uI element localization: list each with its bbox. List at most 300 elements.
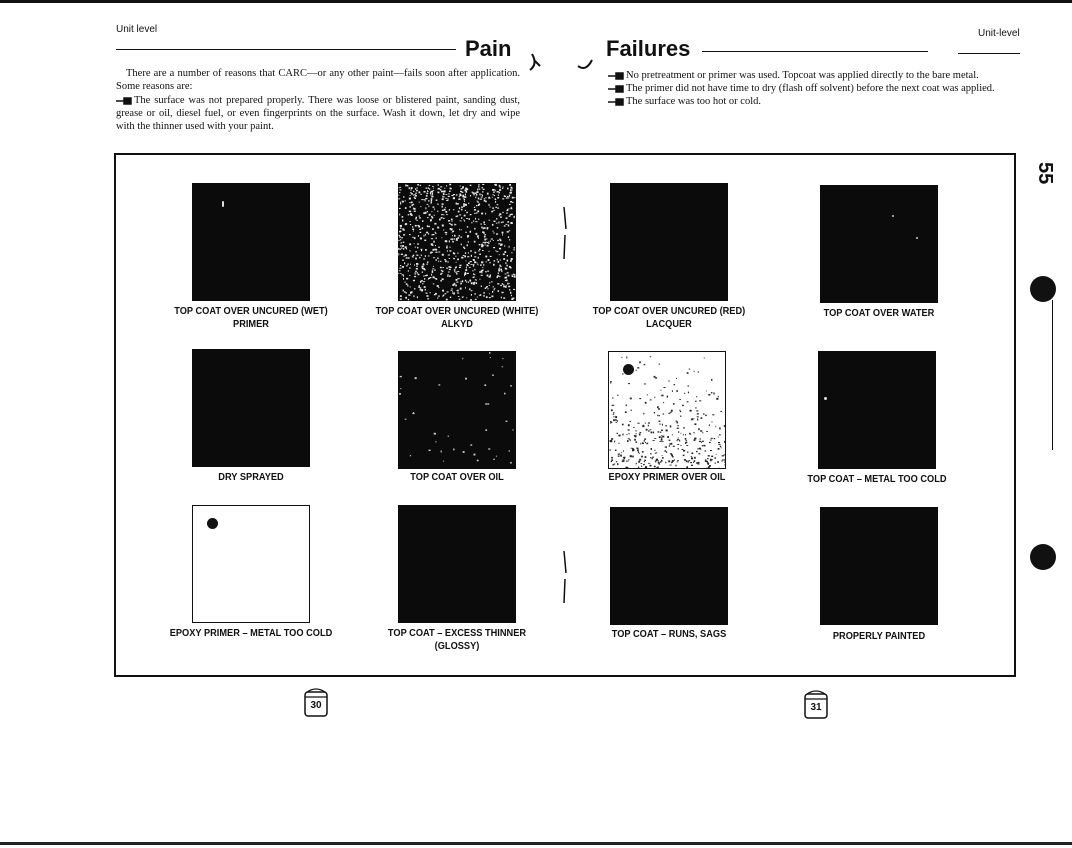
speckle (419, 191, 421, 193)
speckle (508, 197, 509, 198)
speckle (611, 409, 613, 411)
speckle (648, 422, 650, 423)
speckle (489, 293, 490, 294)
speckle (473, 259, 475, 260)
speckle (502, 212, 504, 213)
speckle (445, 240, 447, 242)
speckle (641, 466, 642, 467)
speckle (477, 189, 478, 191)
speckle (680, 416, 681, 417)
speckle (400, 187, 401, 188)
speckle (457, 290, 459, 292)
speckle (658, 408, 660, 409)
speckle (412, 256, 413, 257)
speckle (452, 221, 453, 222)
speckle (482, 250, 484, 251)
speckle (504, 225, 506, 226)
speckle (440, 261, 441, 262)
speckle (641, 463, 643, 464)
speckle (637, 449, 639, 451)
speckle (413, 208, 414, 210)
speckle (688, 460, 690, 461)
speckle (417, 243, 419, 245)
speckle (702, 441, 704, 442)
speckle (476, 205, 478, 206)
speckle (641, 456, 643, 458)
speckle (618, 443, 619, 444)
speckle (481, 286, 482, 287)
speckle (492, 189, 494, 191)
speckle (511, 190, 513, 191)
speckle (637, 423, 639, 424)
speckle (448, 255, 450, 256)
speckle (712, 414, 714, 415)
speckle (401, 254, 403, 255)
speckle (479, 193, 480, 195)
speckle (650, 453, 651, 455)
speckle (629, 433, 630, 434)
speckle (447, 291, 449, 292)
speckle (670, 412, 672, 413)
speckle (433, 257, 435, 258)
speckle (478, 237, 479, 239)
speckle (474, 261, 476, 263)
speckle (414, 288, 415, 289)
speckle (696, 407, 697, 409)
speckle (508, 225, 509, 227)
speckle (461, 209, 463, 211)
speckle (694, 371, 695, 372)
speckle (474, 276, 475, 278)
speckle (630, 421, 632, 422)
speckle (699, 441, 701, 442)
speckle (458, 199, 460, 200)
speckle (613, 419, 615, 421)
speckle (449, 191, 451, 192)
speckle (486, 238, 487, 240)
speckle (463, 296, 464, 297)
speckle (680, 411, 681, 412)
speckle (677, 444, 679, 445)
speckle (423, 258, 425, 259)
speckle (724, 441, 725, 443)
speckle (410, 224, 411, 225)
speckle (410, 192, 412, 193)
speckle (437, 227, 439, 229)
speckle (467, 244, 468, 246)
speckle (465, 269, 467, 271)
speckle (452, 231, 454, 233)
speckle (489, 282, 490, 284)
speckle (504, 245, 505, 246)
speckle (433, 283, 435, 284)
speckle (461, 257, 463, 259)
speckle (673, 403, 674, 405)
speckle (496, 456, 497, 457)
speckle (403, 248, 404, 249)
speckle (451, 195, 453, 196)
speckle (671, 410, 673, 412)
speckle (665, 450, 666, 452)
speckle (718, 442, 720, 443)
speckle (630, 455, 632, 457)
intro-left (116, 67, 520, 133)
speckle (721, 447, 722, 448)
speckle (419, 285, 420, 286)
speckle (450, 297, 451, 298)
speckle (465, 194, 466, 196)
sample-caption: EPOXY PRIMER – METAL TOO COLD (169, 627, 333, 639)
speckle (461, 217, 462, 219)
speckle (686, 460, 688, 462)
sample-caption: TOP COAT OVER WATER (823, 307, 935, 319)
speckle (719, 434, 721, 435)
speckle (419, 217, 421, 218)
sample-swatch-runs-sags (610, 507, 728, 625)
speckle (473, 283, 475, 284)
speckle (470, 261, 472, 262)
speckle (438, 261, 439, 262)
speckle (438, 188, 440, 190)
bullet-text: The surface was not prepared properly. There was loose or blistered paint, sanding dust, grease or oil, diesel fuel, or even fingerprints on the surface. Wash it down, let dry and wipe with the thinner used with your paint. (116, 95, 520, 132)
speckle (716, 398, 718, 400)
speckle (415, 225, 417, 227)
page-number-left: 30 (310, 700, 322, 711)
speckle (399, 235, 400, 236)
speckle (400, 189, 402, 190)
binding-gutter-mark (526, 48, 602, 76)
bottom-border (0, 842, 1072, 845)
speckle (618, 454, 620, 455)
speckle (622, 424, 624, 426)
speckle (625, 467, 626, 468)
speckle (426, 232, 428, 234)
speckle (476, 282, 477, 284)
speckle (479, 244, 481, 245)
speckle (414, 211, 416, 212)
speckle (477, 201, 478, 202)
speckle (505, 268, 506, 270)
speckle (484, 292, 485, 294)
speckle (612, 405, 614, 406)
speckle (478, 264, 479, 266)
speckle (699, 400, 701, 401)
speckle (644, 440, 645, 441)
speckle (465, 378, 467, 380)
speckle (644, 461, 645, 462)
speckle (711, 392, 713, 393)
speckle (435, 238, 437, 239)
speckle (427, 217, 428, 218)
speckle (495, 190, 496, 192)
speckle (481, 271, 482, 272)
speckle (485, 213, 486, 215)
speckle (465, 287, 466, 289)
speckle (415, 271, 417, 272)
speckle (471, 255, 472, 257)
speckle (412, 187, 413, 189)
speckle (671, 461, 672, 463)
speckle (446, 268, 448, 269)
speckle (509, 289, 510, 290)
speckle (707, 463, 709, 465)
speckle (466, 218, 468, 219)
speckle (415, 218, 417, 219)
speckle (655, 461, 657, 462)
speckle (623, 460, 624, 462)
speckle (492, 207, 493, 209)
speckle (417, 184, 419, 185)
speckle (447, 199, 449, 200)
speckle (401, 245, 402, 246)
speckle (452, 235, 453, 236)
speckle (407, 185, 409, 187)
speckle (470, 250, 471, 252)
speckle (505, 287, 507, 288)
speckle (668, 460, 670, 462)
speckle (658, 406, 659, 408)
speckle (450, 239, 452, 240)
speckle (512, 276, 513, 277)
speckle (442, 198, 444, 200)
speckle (410, 221, 411, 222)
speckle (466, 281, 467, 283)
speckle (474, 228, 475, 230)
speckle (416, 255, 418, 256)
speckle (494, 289, 495, 291)
speckle (468, 263, 470, 265)
speckle (696, 396, 697, 397)
speckle (434, 278, 436, 279)
speckle (412, 204, 414, 206)
speckle (626, 405, 627, 407)
speckle (489, 276, 491, 278)
speckle (633, 427, 634, 428)
speckle (505, 263, 506, 264)
speckle (422, 280, 423, 281)
speckle (436, 278, 438, 280)
speckle (613, 412, 614, 414)
speckle (644, 384, 646, 385)
sample-caption: TOP COAT OVER UNCURED (RED) LACQUER (592, 305, 746, 330)
speckle (424, 191, 426, 193)
speckle (709, 424, 710, 426)
speckle (416, 263, 418, 265)
top-border (0, 0, 1072, 3)
speckle (654, 438, 656, 439)
speckle (707, 458, 709, 459)
speckle (493, 210, 495, 211)
speckle (493, 459, 495, 460)
speckle (445, 198, 447, 199)
speckle (400, 299, 402, 300)
speckle (425, 275, 427, 276)
page-number-right: 31 (810, 702, 822, 713)
sample-swatch-epoxy-over-oil (608, 351, 726, 469)
speckle (443, 196, 444, 197)
speckle (655, 450, 656, 451)
speckle (621, 357, 622, 358)
speckle (724, 462, 725, 463)
speckle (488, 251, 489, 252)
speckle (636, 448, 638, 449)
speckle (400, 388, 401, 389)
speckle (457, 215, 458, 217)
speckle (503, 297, 505, 298)
speckle (414, 194, 416, 195)
speckle (402, 228, 404, 229)
speckle (634, 439, 636, 441)
speckle (646, 443, 648, 445)
speckle (480, 224, 482, 225)
speckle (423, 281, 425, 282)
speckle (447, 250, 448, 252)
speckle (703, 413, 704, 415)
speckle (505, 224, 507, 225)
speckle (477, 460, 479, 462)
speckle (475, 197, 476, 199)
speckle (446, 299, 448, 301)
speckle (403, 196, 404, 198)
speckle (613, 464, 614, 465)
speckle (507, 188, 508, 190)
speckle (483, 222, 484, 223)
speckle (488, 288, 489, 290)
speckle (695, 438, 696, 440)
speckle (426, 295, 428, 297)
speckle (499, 276, 501, 277)
speckle (477, 297, 478, 298)
speckle (711, 438, 713, 439)
speckle (650, 429, 652, 430)
speckle (432, 270, 433, 271)
speckle (634, 449, 635, 450)
speckle (645, 402, 647, 403)
speckle (425, 249, 427, 251)
speckle (442, 196, 443, 198)
speckle (714, 438, 716, 439)
speckle (722, 459, 723, 460)
speckle (409, 187, 410, 189)
speckle (719, 427, 721, 429)
speckle (651, 448, 652, 450)
speckle (424, 240, 426, 241)
speckle (640, 432, 642, 433)
speckle (440, 186, 442, 187)
speckle (661, 439, 663, 441)
speckle (467, 264, 469, 266)
speckle (685, 434, 686, 435)
speckle (696, 451, 698, 452)
sample-caption: EPOXY PRIMER OVER OIL (608, 471, 726, 483)
speckle (448, 196, 450, 197)
speckle (457, 203, 459, 205)
speckle (625, 411, 627, 413)
speckle (684, 393, 685, 394)
speckle (642, 425, 644, 427)
speckle (434, 215, 435, 216)
speckle (422, 221, 423, 222)
speckle (464, 220, 465, 221)
speckle (449, 209, 450, 210)
speckle (430, 194, 431, 195)
speckle (435, 233, 437, 234)
speckle (650, 399, 652, 400)
bullet-item (116, 94, 520, 133)
sample-swatch-excess-thinner (398, 505, 516, 623)
sample-caption: TOP COAT – RUNS, SAGS (611, 628, 727, 640)
speckle (400, 225, 402, 227)
speckle (694, 457, 696, 459)
speckle (645, 456, 647, 458)
speckle (489, 285, 490, 286)
title-rule-left (116, 49, 456, 50)
speckle (449, 223, 451, 224)
speckle (435, 293, 437, 295)
speckle (617, 433, 619, 434)
speckle (414, 208, 416, 210)
speckle (724, 454, 725, 455)
edge-line (1052, 300, 1053, 450)
speckle (433, 266, 434, 267)
speckle (478, 235, 480, 236)
speckle (499, 267, 500, 269)
speckle (672, 434, 673, 435)
speckle (487, 275, 489, 277)
speckle (472, 270, 473, 271)
speckle (507, 272, 509, 273)
speckle (417, 296, 418, 298)
speckle (662, 457, 664, 459)
speckle (688, 461, 689, 462)
speckle (430, 292, 431, 293)
sample-swatch-wet-primer (192, 183, 310, 301)
speckle (417, 225, 419, 226)
speckle (484, 227, 486, 229)
speckle (670, 465, 672, 466)
speckle (694, 432, 695, 433)
speckle (685, 442, 686, 444)
speckle (446, 185, 447, 187)
speckle (710, 459, 712, 461)
speckle (660, 390, 661, 391)
speckle (400, 273, 401, 274)
speckle (639, 434, 641, 436)
speckle (622, 373, 623, 374)
speckle (486, 261, 487, 262)
speckle (509, 230, 511, 231)
speckle (429, 188, 430, 190)
speckle (499, 189, 501, 191)
speckle (708, 455, 710, 456)
speckle (435, 232, 436, 233)
speckle (710, 450, 712, 451)
speckle (499, 213, 501, 215)
speckle (492, 224, 494, 226)
speckle (479, 295, 480, 296)
speckle (488, 448, 490, 449)
speckle (502, 222, 504, 223)
speckle (458, 296, 459, 297)
speckle (499, 254, 500, 255)
speckle (442, 254, 444, 256)
speckle (459, 194, 461, 196)
speckle (440, 280, 441, 282)
speckle (402, 216, 404, 218)
speckle (678, 448, 679, 449)
speckle (399, 393, 401, 395)
speckle (416, 217, 417, 219)
